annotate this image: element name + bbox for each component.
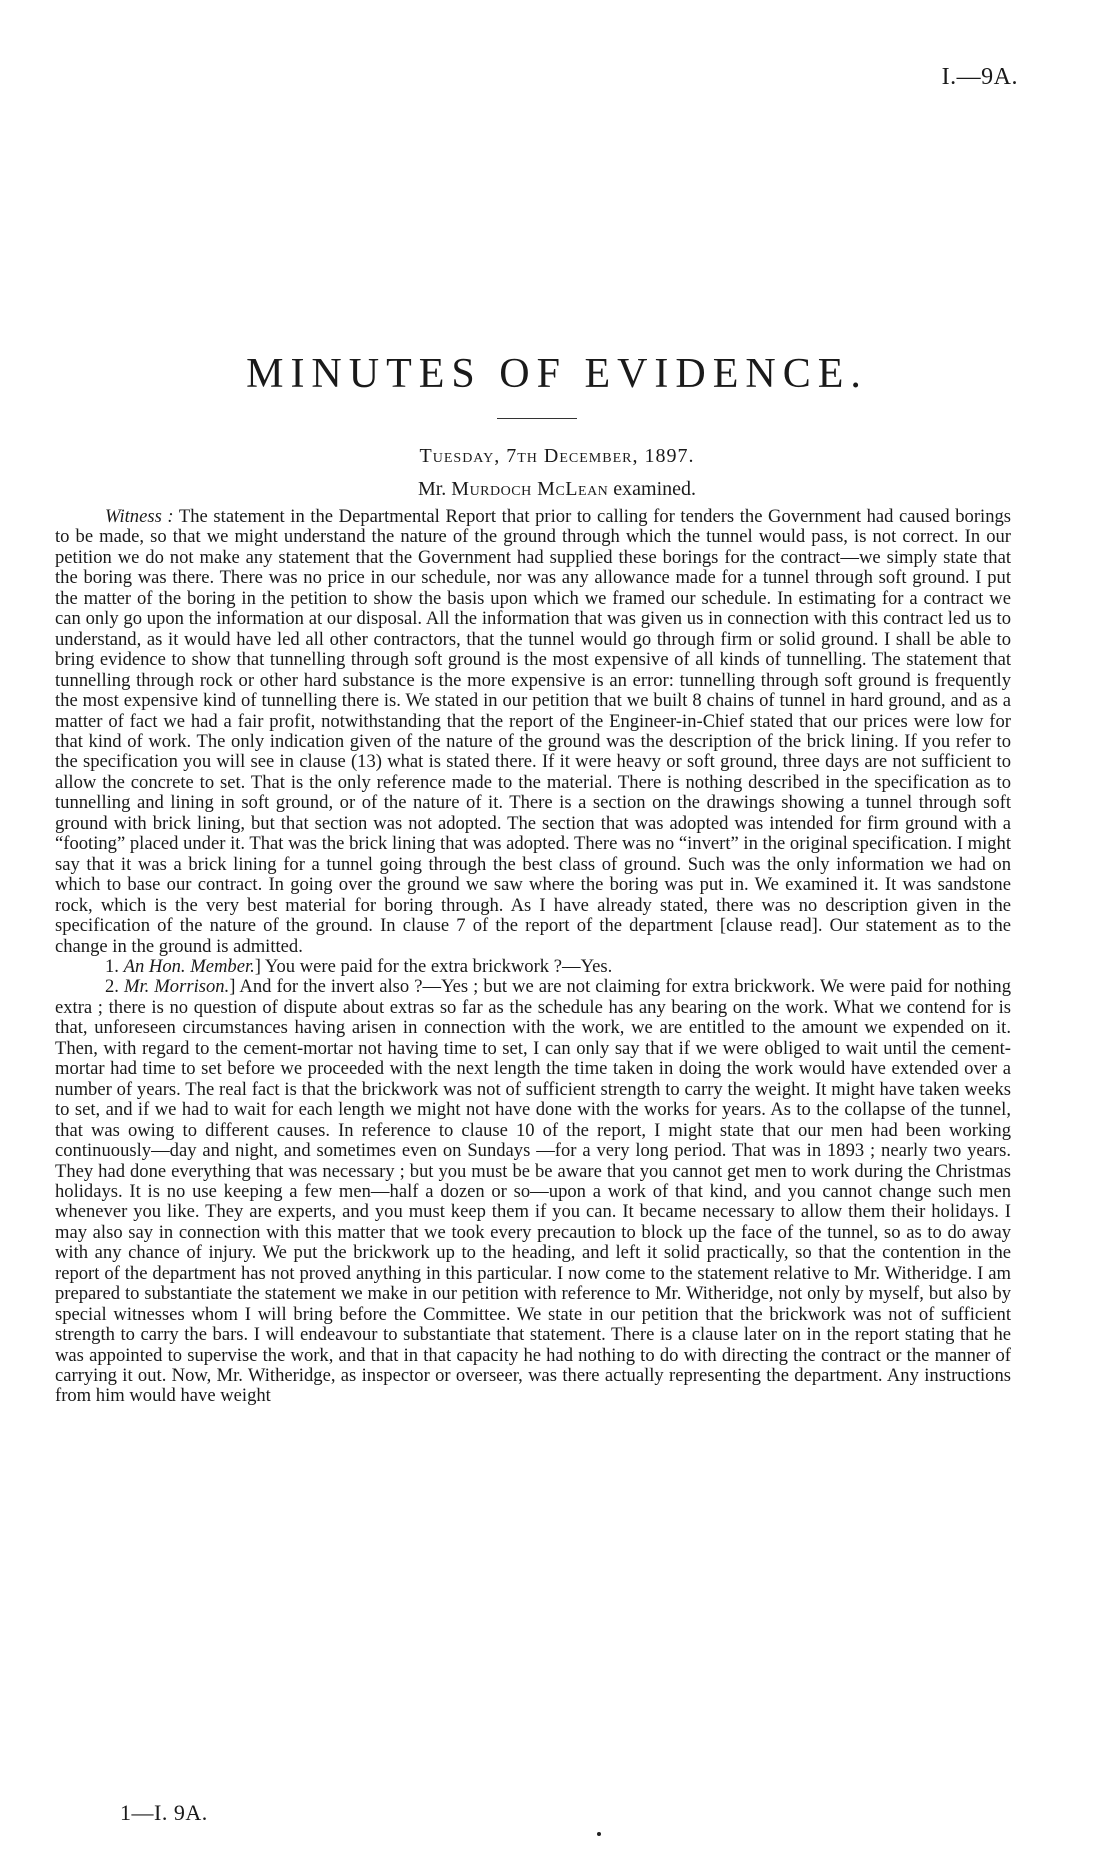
paragraph-lead: An Hon. Member. <box>123 955 255 977</box>
paragraph-question-2 <box>55 977 1011 1407</box>
paragraph-lead: Witness : <box>105 506 174 527</box>
evidence-body <box>55 507 1011 1407</box>
paragraph-text: The statement in the Departmental Report that prior to calling for tenders the Government had caused borings to be made, so that we might understand the nature of the ground through which the tunnel would pass, is not correct. In our petition we do not make any statement that the Government had supplied these borings for the contract—we simply state that the boring was there. There was no price in our schedule, nor was any allowance made for a tunnel through soft ground. I put the matter of the boring in the petition to show the basis upon which we framed our schedule. In estimating for a contract we can only go upon the information at our disposal. All the information that was given us in connection with this contract led us to understand, as it would have led all other contractors, that the tunnel would go through firm or solid ground. I shall be able to bring evidence to show that tunnelling through soft ground is the most expensive of all kinds of tunnelling. The statement that tunnelling through rock or other hard substance is the more expensive is an error: tunnelling through soft ground is frequently the most expensive kind of tunnelling there is. We stated in our petition that we built 8 chains of tunnel in hard ground, and as a matter of fact we had a fair profit, notwithstanding that the report of the Engineer-in-Chief stated that our prices were low for that kind of work. The only indication given of the nature of the ground was the description of the brick lining. If you refer to the specification you will see in clause (13) what is stated there. If it were heavy or soft ground, three days are not sufficient to allow the concrete to set. That is the only reference made to the material. There is nothing described in the specification as to tunnelling and lining in soft ground, or of the nature of it. There is a section on the drawings showing a tunnel through soft ground with brick lining, but that section was not adopted. The section that was adopted was intended for firm ground with a “footing” placed under it. That was the brick lining that was adopted. There was no “invert” in the original specification. I might say that it was a brick lining for a tunnel going through the best class of ground. Such was the only information we had on which to base our contract. In going over the ground we saw where the boring was put in. We examined it. It was sandstone rock, which is the very best material for boring through. As I have already stated, there was no description given in the specification of the nature of the ground. In clause 7 of the report of the department [clause read]. Our statement as to the change in the ground is admitted. <box>55 506 1012 957</box>
paragraph-lead: Mr. Morrison. <box>123 976 230 998</box>
signature-mark: 1—I. 9A. <box>120 1800 208 1825</box>
witness-prefix: Mr. <box>417 478 447 500</box>
page-reference: I.—9A. <box>941 64 1018 90</box>
question-number: 1. <box>105 955 119 977</box>
title-divider <box>497 418 577 419</box>
paragraph-question-1 <box>55 957 1011 977</box>
witness-suffix: examined. <box>613 478 697 500</box>
question-number: 2. <box>105 976 119 998</box>
paragraph-witness-statement <box>55 507 1011 957</box>
paragraph-text: ] And for the invert also ?—Yes ; but we are not claiming for extra brickwork. We were paid for nothing extra ; there is no question of dispute about extras so far as the schedule has any bearing on the work. What we contend for is that, unforeseen circumstances having arisen in connection with the work, we are entitled to the amount we expended on it. Then, with regard to the cement-mortar not having time to set, I can only say that if we were obliged to wait until the cement-mortar had time to set before we proceeded with the next length the time taken in doing the work would have extended over a number of years. The real fact is that the brickwork was not of sufficient strength to carry the weight. It might have taken weeks to set, and if we had to wait for each length we might not have done with the works for years. As to the collapse of the tunnel, that was owing to different causes. In reference to clause 10 of the report, I might state that our men had been working continuously—day and night, and sometimes even on Sundays —for a very long period. That was in 1893 ; nearly two years. They had done everything that was necessary ; but you must be be aware that you cannot get men to work during the Christmas holidays. It is no use keeping a few men—half a dozen or so—upon a work of that kind, and you cannot change such men whenever you like. They are experts, and you must keep them if you can. It became necessary to allow them their holidays. I may also say in connection with this matter that we took every precaution to block up the face of the tunnel, so as to do away with any chance of injury. We put the brickwork up to the heading, and left it solid practically, so that the contention in the report of the department has not proved anything in this particular. I now come to the statement relative to Mr. Witheridge. I am prepared to substantiate the statement we make in our petition with reference to Mr. Witheridge, not only by myself, but also by special witnesses whom I will bring before the Committee. We state in our petition that the brickwork was not of sufficient strength to carry the bars. I will endeavour to substantiate that statement. There is a clause later on in the report stating that he was appointed to supervise the work, and that in that capacity he had nothing to do with directing the contract or the manner of carrying it out. Now, Mr. Witheridge, as inspector or overseer, was there actually representing the department. Any instructions from him would have weight <box>55 976 1011 1407</box>
witness-heading <box>0 478 1114 501</box>
session-date: Tuesday, 7th December, 1897. <box>419 445 695 467</box>
document-title: MINUTES OF EVIDENCE. <box>246 351 868 397</box>
witness-name: Murdoch McLean <box>451 478 609 500</box>
paragraph-text: ] You were paid for the extra brickwork ?—Yes. <box>254 955 613 977</box>
footer-dot <box>597 1832 601 1836</box>
